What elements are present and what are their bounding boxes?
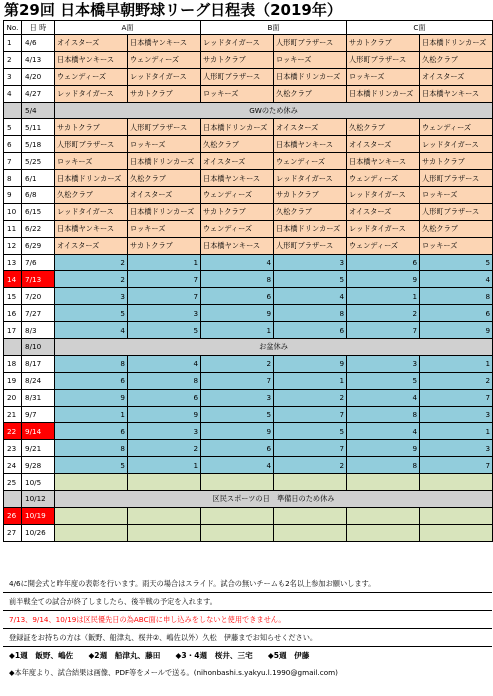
empty-slot (55, 524, 128, 541)
slot-number: 6 (55, 423, 128, 440)
slot-number: 4 (55, 322, 128, 339)
match-date: 10/19 (22, 507, 55, 524)
team-cell: サカトクラブ (55, 119, 128, 136)
week-number: 14 (4, 271, 22, 288)
match-date: 6/22 (22, 220, 55, 237)
empty-slot (420, 474, 493, 491)
note-line: ◆本年度より、試合結果は画像、PDF等をメールで送る。(nihonbashi.s.yakyu.l.1990@gmail.com) (9, 668, 338, 677)
team-cell: サカトクラブ (274, 187, 347, 204)
match-date: 7/13 (22, 271, 55, 288)
empty-slot (55, 474, 128, 491)
slot-number: 5 (420, 254, 493, 271)
team-cell: 日本橋ヤンキース (274, 136, 347, 153)
week-number: 25 (4, 474, 22, 491)
team-cell: 人形町ブラザース (55, 136, 128, 153)
week-number: 7 (4, 153, 22, 170)
slot-number: 6 (201, 288, 274, 305)
slot-number: 7 (128, 288, 201, 305)
team-cell: ウェンディーズ (420, 119, 493, 136)
team-cell: オイスターズ (347, 203, 420, 220)
team-cell: 日本橋ドリンカーズ (274, 68, 347, 85)
team-cell: サカトクラブ (347, 35, 420, 52)
team-cell: 人形町ブラザース (347, 51, 420, 68)
slot-number: 7 (420, 389, 493, 406)
team-cell: 日本橋ヤンキース (420, 85, 493, 102)
week-number (4, 102, 22, 119)
match-date: 6/15 (22, 203, 55, 220)
header-field-b: B面 (201, 21, 347, 35)
slot-number: 9 (274, 355, 347, 372)
slot-number: 8 (347, 457, 420, 474)
team-cell: 人形町ブラザース (420, 203, 493, 220)
match-date: 6/8 (22, 187, 55, 204)
match-date: 5/11 (22, 119, 55, 136)
team-cell: オイスターズ (274, 119, 347, 136)
team-cell: ロッキーズ (128, 136, 201, 153)
team-cell: 日本橋ヤンキース (55, 51, 128, 68)
team-cell: 日本橋ヤンキース (128, 35, 201, 52)
table-header-row (4, 21, 493, 35)
team-cell: サカトクラブ (128, 237, 201, 254)
team-cell: 久松クラブ (128, 170, 201, 187)
team-cell: 日本橋ドリンカーズ (274, 220, 347, 237)
note-line: ◆1週 飯野、嶋佐 ◆2週 船津丸、藤田 ◆3・4週 桜井、三宅 ◆5週 伊藤 (3, 646, 492, 664)
match-date: 8/10 (22, 339, 55, 356)
slot-number: 5 (55, 305, 128, 322)
empty-slot (347, 474, 420, 491)
week-number: 19 (4, 372, 22, 389)
empty-slot (347, 507, 420, 524)
match-date: 8/31 (22, 389, 55, 406)
table-row (4, 136, 493, 153)
slot-number: 1 (347, 288, 420, 305)
week-number: 15 (4, 288, 22, 305)
team-cell: サカトクラブ (420, 153, 493, 170)
team-cell: 日本橋ドリンカーズ (201, 119, 274, 136)
week-number: 20 (4, 389, 22, 406)
slot-number: 8 (347, 406, 420, 423)
team-cell: オイスターズ (420, 68, 493, 85)
slot-number: 4 (420, 271, 493, 288)
week-number: 3 (4, 68, 22, 85)
team-cell: オイスターズ (201, 153, 274, 170)
table-row (4, 271, 493, 288)
match-date: 10/26 (22, 524, 55, 541)
slot-number: 4 (201, 457, 274, 474)
slot-number: 9 (420, 322, 493, 339)
week-number (4, 491, 22, 508)
slot-number: 7 (274, 406, 347, 423)
team-cell: 日本橋ヤンキース (55, 220, 128, 237)
slot-number: 8 (201, 271, 274, 288)
slot-number: 9 (347, 271, 420, 288)
slot-number: 8 (420, 288, 493, 305)
slot-number: 4 (201, 254, 274, 271)
slot-number: 9 (201, 423, 274, 440)
slot-number: 4 (274, 288, 347, 305)
slot-number: 9 (347, 440, 420, 457)
team-cell: ロッキーズ (55, 153, 128, 170)
table-row (4, 220, 493, 237)
team-cell: ウェンディーズ (128, 51, 201, 68)
table-row (4, 51, 493, 68)
slot-number: 5 (201, 406, 274, 423)
slot-number: 8 (55, 440, 128, 457)
table-row (4, 35, 493, 52)
slot-number: 6 (128, 389, 201, 406)
slot-number: 5 (274, 271, 347, 288)
table-row (4, 457, 493, 474)
match-date: 6/1 (22, 170, 55, 187)
table-row (4, 406, 493, 423)
week-number: 22 (4, 423, 22, 440)
slot-number: 8 (274, 305, 347, 322)
week-number: 27 (4, 524, 22, 541)
table-row (4, 153, 493, 170)
week-number: 17 (4, 322, 22, 339)
table-row (4, 305, 493, 322)
team-cell: 日本橋ドリンカーズ (128, 153, 201, 170)
slot-number: 3 (128, 305, 201, 322)
team-cell: 久松クラブ (55, 187, 128, 204)
match-date: 9/21 (22, 440, 55, 457)
slot-number: 6 (55, 372, 128, 389)
match-date: 7/20 (22, 288, 55, 305)
team-cell: 日本橋ヤンキース (201, 170, 274, 187)
slot-number: 5 (347, 372, 420, 389)
week-number: 5 (4, 119, 22, 136)
slot-number: 3 (55, 288, 128, 305)
slot-number: 2 (274, 389, 347, 406)
team-cell: ウェンディーズ (347, 170, 420, 187)
team-cell: 人形町ブラザース (128, 119, 201, 136)
team-cell: ウェンディーズ (201, 220, 274, 237)
empty-slot (128, 474, 201, 491)
week-number: 12 (4, 237, 22, 254)
slot-number: 7 (128, 271, 201, 288)
week-number: 9 (4, 187, 22, 204)
empty-slot (274, 524, 347, 541)
team-cell: 人形町ブラザース (274, 35, 347, 52)
team-cell: サカトクラブ (128, 85, 201, 102)
slot-number: 2 (55, 254, 128, 271)
match-date: 6/29 (22, 237, 55, 254)
note-line: 登録証をお持ちの方は（飯野、船津丸、桜井②、嶋佐以外）久松 伊藤までお知らせください。 (3, 628, 492, 646)
team-cell: サカトクラブ (201, 51, 274, 68)
week-number: 6 (4, 136, 22, 153)
team-cell: レッドタイガース (274, 170, 347, 187)
empty-slot (201, 474, 274, 491)
team-cell: オイスターズ (55, 237, 128, 254)
week-number: 18 (4, 355, 22, 372)
table-row (4, 491, 493, 508)
slot-number: 2 (128, 440, 201, 457)
slot-number: 1 (274, 372, 347, 389)
slot-number: 1 (55, 406, 128, 423)
table-row (4, 254, 493, 271)
week-number (4, 339, 22, 356)
slot-number: 9 (201, 305, 274, 322)
week-number: 11 (4, 220, 22, 237)
week-number: 1 (4, 35, 22, 52)
match-date: 8/24 (22, 372, 55, 389)
page-title: 第29回 日本橋早朝野球リーグ日程表（2019年） (4, 1, 342, 19)
slot-number: 6 (347, 254, 420, 271)
team-cell: 日本橋ドリンカーズ (347, 85, 420, 102)
slot-number: 7 (420, 457, 493, 474)
rest-note: GWのため休み (55, 102, 493, 119)
team-cell: 人形町ブラザース (201, 68, 274, 85)
header-field-c: C面 (347, 21, 493, 35)
slot-number: 6 (420, 305, 493, 322)
table-row (4, 389, 493, 406)
team-cell: ロッキーズ (128, 220, 201, 237)
slot-number: 9 (55, 389, 128, 406)
match-date: 5/4 (22, 102, 55, 119)
header-date: 日 時 (22, 21, 55, 35)
slot-number: 3 (420, 440, 493, 457)
team-cell: ウェンディーズ (201, 187, 274, 204)
match-date: 9/7 (22, 406, 55, 423)
match-date: 9/28 (22, 457, 55, 474)
team-cell: レッドタイガース (55, 85, 128, 102)
rest-note: 区民スポーツの日 準備日のため休み (55, 491, 493, 508)
team-cell: レッドタイガース (420, 136, 493, 153)
table-row (4, 507, 493, 524)
note-line: 7/13、9/14、10/19は区民優先日の為ABC面に申し込みをしないと使用できません。 (3, 610, 492, 628)
team-cell: ウェンディーズ (55, 68, 128, 85)
empty-slot (420, 524, 493, 541)
table-row (4, 170, 493, 187)
week-number: 26 (4, 507, 22, 524)
slot-number: 7 (274, 440, 347, 457)
slot-number: 2 (420, 372, 493, 389)
note-line: 4/6に開会式と昨年度の表彰を行います。雨天の場合はスライド。試合の無いチームも2名以上参加お願いします。 (9, 579, 376, 588)
table-row (4, 339, 493, 356)
slot-number: 8 (55, 355, 128, 372)
team-cell: オイスターズ (55, 35, 128, 52)
week-number: 13 (4, 254, 22, 271)
week-number: 23 (4, 440, 22, 457)
empty-slot (420, 507, 493, 524)
week-number: 10 (4, 203, 22, 220)
team-cell: レッドタイガース (128, 68, 201, 85)
table-row (4, 423, 493, 440)
team-cell: ロッキーズ (347, 68, 420, 85)
slot-number: 3 (201, 389, 274, 406)
slot-number: 2 (201, 355, 274, 372)
slot-number: 5 (274, 423, 347, 440)
table-row (4, 203, 493, 220)
slot-number: 1 (128, 457, 201, 474)
week-number: 4 (4, 85, 22, 102)
table-row (4, 355, 493, 372)
week-number: 24 (4, 457, 22, 474)
slot-number: 3 (128, 423, 201, 440)
match-date: 10/12 (22, 491, 55, 508)
slot-number: 8 (128, 372, 201, 389)
team-cell: オイスターズ (347, 136, 420, 153)
team-cell: ウェンディーズ (347, 237, 420, 254)
slot-number: 9 (128, 406, 201, 423)
team-cell: 久松クラブ (201, 136, 274, 153)
slot-number: 2 (274, 457, 347, 474)
match-date: 7/6 (22, 254, 55, 271)
table-row (4, 102, 493, 119)
team-cell: 人形町ブラザース (420, 170, 493, 187)
slot-number: 7 (347, 322, 420, 339)
team-cell: 日本橋ドリンカーズ (420, 35, 493, 52)
match-date: 5/18 (22, 136, 55, 153)
empty-slot (128, 507, 201, 524)
team-cell: オイスターズ (128, 187, 201, 204)
header-field-a: A面 (55, 21, 201, 35)
team-cell: 久松クラブ (274, 203, 347, 220)
team-cell: サカトクラブ (201, 203, 274, 220)
team-cell: レッドタイガース (347, 187, 420, 204)
team-cell: ロッキーズ (274, 51, 347, 68)
team-cell: レッドタイガース (55, 203, 128, 220)
week-number: 21 (4, 406, 22, 423)
team-cell: 久松クラブ (347, 119, 420, 136)
slot-number: 6 (274, 322, 347, 339)
slot-number: 1 (420, 423, 493, 440)
slot-number: 5 (55, 457, 128, 474)
empty-slot (274, 474, 347, 491)
empty-slot (128, 524, 201, 541)
table-row (4, 322, 493, 339)
match-date: 4/13 (22, 51, 55, 68)
note-line: 前半戦全ての試合が終了しましたら、後半戦の予定を入れます。 (3, 592, 492, 610)
slot-number: 3 (420, 406, 493, 423)
team-cell: ロッキーズ (420, 187, 493, 204)
team-cell: レッドタイガース (201, 35, 274, 52)
team-cell: 久松クラブ (274, 85, 347, 102)
slot-number: 2 (347, 305, 420, 322)
match-date: 4/27 (22, 85, 55, 102)
table-row (4, 119, 493, 136)
match-date: 8/17 (22, 355, 55, 372)
slot-number: 3 (347, 355, 420, 372)
table-row (4, 187, 493, 204)
match-date: 4/20 (22, 68, 55, 85)
table-row (4, 237, 493, 254)
team-cell: 久松クラブ (420, 220, 493, 237)
slot-number: 4 (347, 389, 420, 406)
slot-number: 3 (274, 254, 347, 271)
table-row (4, 474, 493, 491)
match-date: 9/14 (22, 423, 55, 440)
empty-slot (55, 507, 128, 524)
match-date: 7/27 (22, 305, 55, 322)
header-no: No. (4, 21, 22, 35)
table-row (4, 85, 493, 102)
rest-note: お盆休み (55, 339, 493, 356)
team-cell: 人形町ブラザース (274, 237, 347, 254)
slot-number: 2 (55, 271, 128, 288)
team-cell: 日本橋ドリンカーズ (128, 203, 201, 220)
team-cell: ウェンディーズ (274, 153, 347, 170)
empty-slot (347, 524, 420, 541)
slot-number: 1 (201, 322, 274, 339)
team-cell: 日本橋ヤンキース (347, 153, 420, 170)
team-cell: 日本橋ヤンキース (201, 237, 274, 254)
team-cell: 久松クラブ (420, 51, 493, 68)
table-row (4, 524, 493, 541)
team-cell: 日本橋ドリンカーズ (55, 170, 128, 187)
table-row (4, 68, 493, 85)
empty-slot (201, 507, 274, 524)
empty-slot (274, 507, 347, 524)
slot-number: 1 (420, 355, 493, 372)
slot-number: 5 (128, 322, 201, 339)
table-row (4, 288, 493, 305)
schedule-table (3, 20, 493, 542)
match-date: 10/5 (22, 474, 55, 491)
team-cell: レッドタイガース (347, 220, 420, 237)
table-row (4, 372, 493, 389)
match-date: 5/25 (22, 153, 55, 170)
team-cell: ロッキーズ (420, 237, 493, 254)
slot-number: 4 (128, 355, 201, 372)
slot-number: 6 (201, 440, 274, 457)
match-date: 8/3 (22, 322, 55, 339)
table-row (4, 440, 493, 457)
team-cell: ロッキーズ (201, 85, 274, 102)
empty-slot (201, 524, 274, 541)
notes-section (3, 575, 492, 681)
slot-number: 7 (201, 372, 274, 389)
match-date: 4/6 (22, 35, 55, 52)
slot-number: 4 (347, 423, 420, 440)
slot-number: 1 (128, 254, 201, 271)
week-number: 16 (4, 305, 22, 322)
week-number: 2 (4, 51, 22, 68)
week-number: 8 (4, 170, 22, 187)
